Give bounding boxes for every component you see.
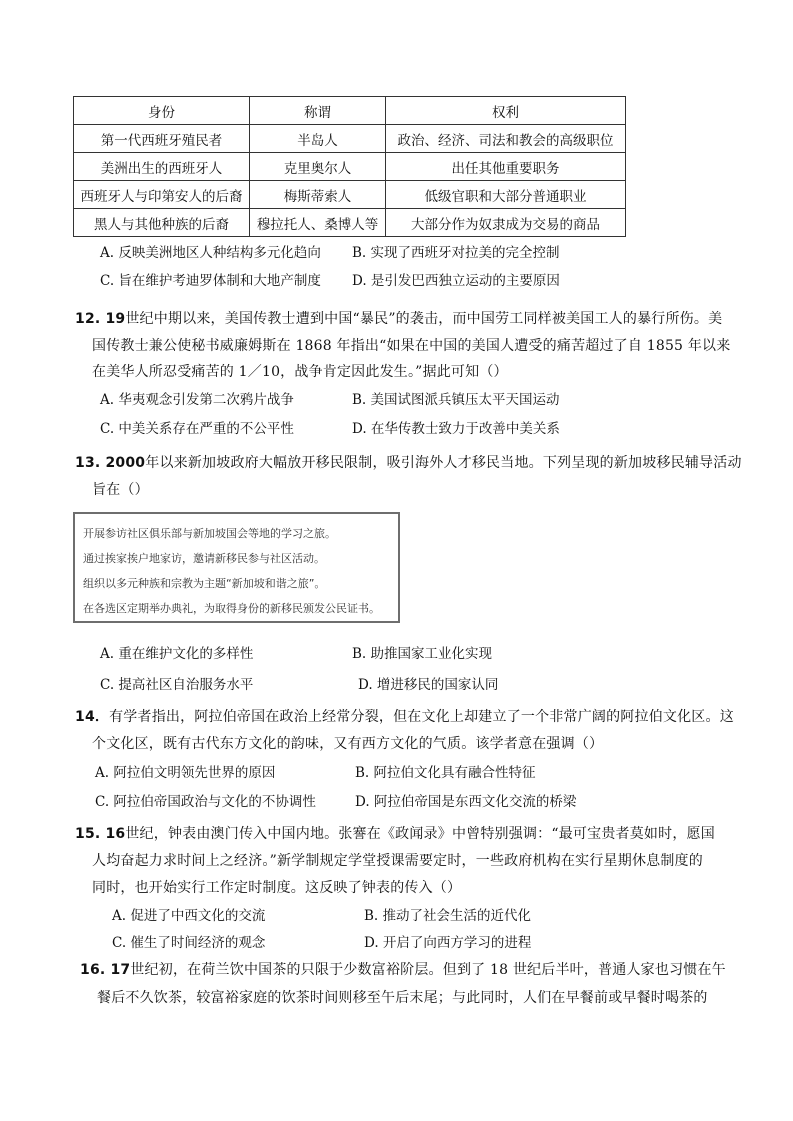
source-line: 通过挨家挨户地家访，邀请新移民参与社区活动。 — [83, 552, 325, 565]
q13-source-box — [73, 512, 400, 623]
q12-option-c[interactable]: C. 中美关系存在严重的不公平性 — [100, 421, 294, 437]
source-line: 开展参访社区俱乐部与新加坡国会等地的学习之旅。 — [83, 527, 336, 540]
table-header: 权利 — [386, 97, 626, 125]
table-header: 称谓 — [250, 97, 386, 125]
q13-option-b[interactable]: B. 助推国家工业化实现 — [352, 646, 493, 662]
table-cell: 低级官职和大部分普通职业 — [386, 181, 626, 209]
q14-stem-line-2: 个文化区，既有古代东方文化的韵味，又有西方文化的气质。该学者意在强调（） — [92, 736, 604, 752]
q16-number: 16. 17 — [80, 962, 131, 978]
q15-option-a[interactable]: A. 促进了中西文化的交流 — [112, 908, 266, 924]
q14-stem-line-1: 14．有学者指出，阿拉伯帝国在政治上经常分裂，但在文化上却建立了一个非常广阔的阿拉伯文化区。这 — [75, 709, 734, 725]
q12-option-b[interactable]: B. 美国试图派兵镇压太平天国运动 — [352, 392, 560, 408]
q11-option-a[interactable]: A. 反映美洲地区人种结构多元化趋向 — [100, 245, 321, 261]
q15-number: 15. 16 — [75, 826, 126, 842]
q13-stem-line-2: 旨在（） — [92, 482, 149, 498]
q11-option-c[interactable]: C. 旨在维护考迪罗体制和大地产制度 — [100, 273, 321, 289]
table-row — [74, 181, 626, 209]
q15-option-b[interactable]: B. 推动了社会生活的近代化 — [364, 908, 532, 924]
table-cell: 克里奥尔人 — [250, 153, 386, 181]
q11-option-b[interactable]: B. 实现了西班牙对拉美的完全控制 — [352, 245, 560, 261]
table-cell: 穆拉托人、桑博人等 — [250, 209, 386, 237]
q14-option-c[interactable]: C. 阿拉伯帝国政治与文化的不协调性 — [95, 794, 316, 810]
table-cell: 梅斯蒂索人 — [250, 181, 386, 209]
q13-option-d[interactable]: D. 增进移民的国家认同 — [358, 677, 499, 693]
q16-stem-line-1: 16. 17世纪初，在荷兰饮中国茶的只限于少数富裕阶层。但到了 18 世纪后半叶，普通人家也习惯在午 — [80, 962, 726, 978]
q13-option-c[interactable]: C. 提高社区自治服务水平 — [100, 677, 254, 693]
q14-option-b[interactable]: B. 阿拉伯文化具有融合性特征 — [355, 765, 536, 781]
table-cell: 第一代西班牙殖民者 — [74, 125, 250, 153]
table-cell: 黑人与其他种族的后裔 — [74, 209, 250, 237]
q12-stem-line-3: 在美华人所忍受痛苦的 1／10，战争肯定因此发生。”据此可知（） — [92, 364, 508, 380]
table-cell: 政治、经济、司法和教会的高级职位 — [386, 125, 626, 153]
q14-number: 14． — [75, 709, 110, 725]
q15-option-d[interactable]: D. 开启了向西方学习的进程 — [364, 935, 532, 951]
table-cell: 西班牙人与印第安人的后裔 — [74, 181, 250, 209]
q12-stem-line-2: 国传教士兼公使秘书威廉姆斯在 1868 年指出“如果在中国的美国人遭受的痛苦超过了自 1855 年以来 — [92, 338, 731, 354]
q15-stem-line-2: 人均奋起力求时间上之经济。”新学制规定学堂授课需要定时，一些政府机构在实行星期休息制度的 — [92, 853, 703, 869]
q15-option-c[interactable]: C. 催生了时间经济的观念 — [112, 935, 266, 951]
q15-stem-line-1: 15. 16世纪，钟表由澳门传入中国内地。张謇在《政闻录》中曾特别强调：“最可宝贵者莫如时，愿国 — [75, 826, 715, 842]
identity-rights-table — [73, 96, 626, 237]
source-line: 在各选区定期举办典礼，为取得身份的新移民颁发公民证书。 — [83, 602, 380, 615]
q13-number: 13. 2000 — [75, 455, 146, 471]
table-cell: 美洲出生的西班牙人 — [74, 153, 250, 181]
q11-option-d[interactable]: D. 是引发巴西独立运动的主要原因 — [352, 273, 560, 289]
table-row — [74, 125, 626, 153]
q13-option-a[interactable]: A. 重在维护文化的多样性 — [100, 646, 254, 662]
q14-option-a[interactable]: A. 阿拉伯文明领先世界的原因 — [95, 765, 276, 781]
q12-option-a[interactable]: A. 华夷观念引发第二次鸦片战争 — [100, 392, 294, 408]
q12-stem-line-1: 12. 19世纪中期以来，美国传教士遭到中国“暴民”的袭击，而中国劳工同样被美国工人的暴行所伤。美 — [75, 311, 723, 327]
q15-stem-line-3: 同时，也开始实行工作定时制度。这反映了钟表的传入（） — [92, 880, 462, 896]
table-cell: 大部分作为奴隶成为交易的商品 — [386, 209, 626, 237]
table-row — [74, 209, 626, 237]
table-row — [74, 153, 626, 181]
table-header: 身份 — [74, 97, 250, 125]
source-line: 组织以多元种族和宗教为主题“新加坡和谐之旅”。 — [83, 577, 326, 590]
table-header-row — [74, 97, 626, 125]
q16-stem-line-2: 餐后不久饮茶，较富裕家庭的饮茶时间则移至午后末尾；与此同时，人们在早餐前或早餐时喝茶的 — [97, 990, 708, 1006]
q12-option-d[interactable]: D. 在华传教士致力于改善中美关系 — [352, 421, 560, 437]
q12-number: 12. 19 — [75, 311, 126, 327]
q13-stem-line-1: 13. 2000年以来新加坡政府大幅放开移民限制，吸引海外人才移民当地。下列呈现的新加坡移民辅导活动 — [75, 455, 742, 471]
table-cell: 半岛人 — [250, 125, 386, 153]
q14-option-d[interactable]: D. 阿拉伯帝国是东西文化交流的桥梁 — [355, 794, 577, 810]
table-cell: 出任其他重要职务 — [386, 153, 626, 181]
